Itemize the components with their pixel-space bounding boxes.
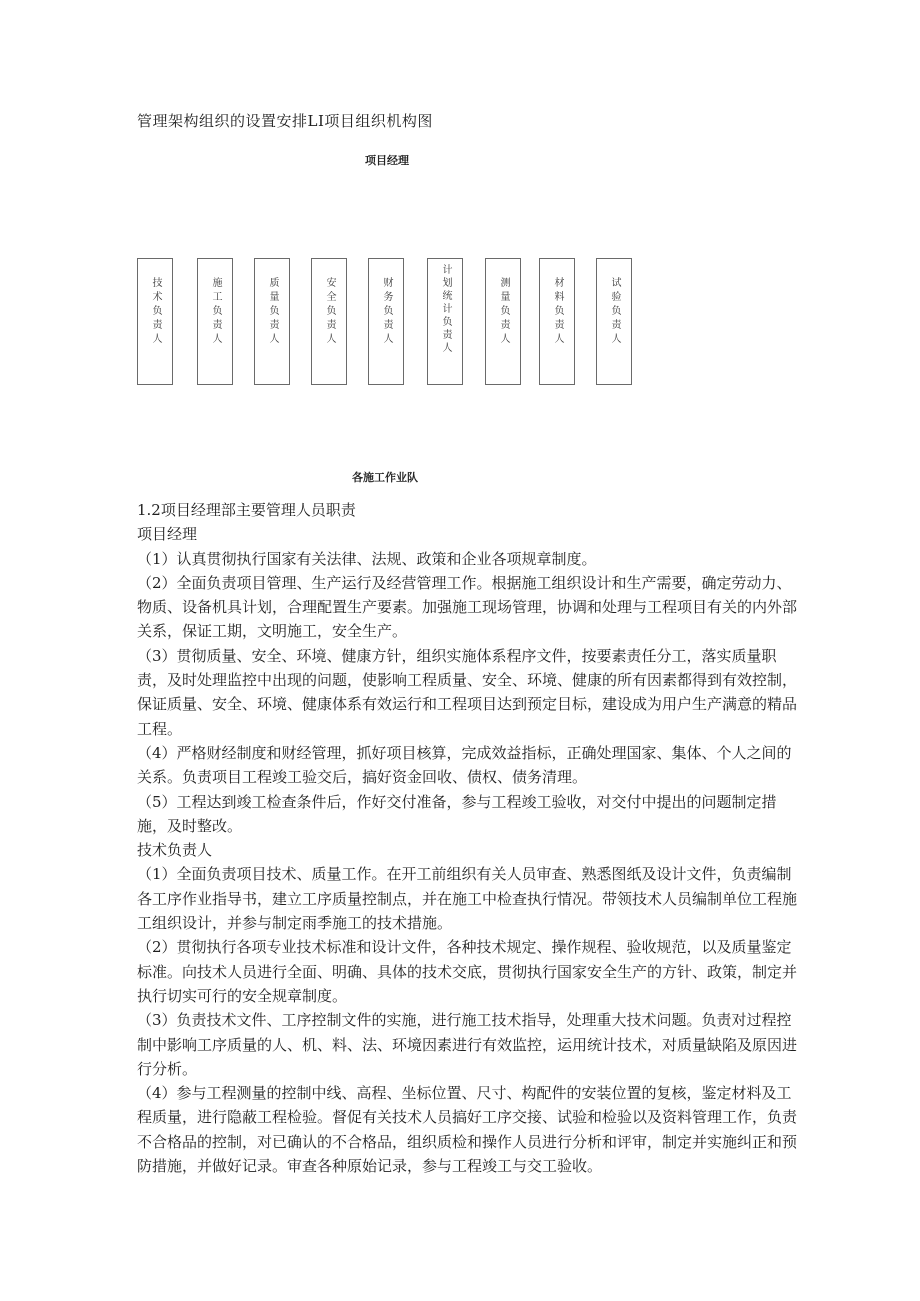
org-box-technical bbox=[137, 258, 173, 385]
org-box-safety bbox=[311, 258, 347, 385]
paragraph: （5）工程达到竣工检查条件后，作好交付准备，参与工程竣工验收，对交付中提出的问题制定措施，及时整改。 bbox=[137, 792, 777, 835]
org-bottom-work-teams: 各施工作业队 bbox=[352, 471, 418, 484]
intro-line: 管理架构组织的设置安排LI项目组织机构图 bbox=[137, 112, 433, 130]
document-body bbox=[137, 498, 797, 1178]
paragraph: （1）认真贯彻执行国家有关法律、法规、政策和企业各项规章制度。 bbox=[137, 549, 597, 568]
org-role-label: 试验负责人 bbox=[609, 277, 620, 347]
org-role-label: 安全负责人 bbox=[324, 277, 335, 347]
paragraph: （1）全面负责项目技术、质量工作。在开工前组织有关人员审查、熟悉图纸及设计文件，负责编制各工序作业指导书，建立工序质量控制点，并在施工中检查执行情况。带领技术人员编制单位工程施工组织设计，并参与制定雨季施工的技术措施。 bbox=[137, 865, 798, 933]
paragraph: （4）严格财经制度和财经管理，抓好项目核算，完成效益指标，正确处理国家、集体、个人之间的关系。负责项目工程竣工验交后，搞好资金回收、债权、债务清理。 bbox=[137, 743, 792, 787]
org-role-label: 技术负责人 bbox=[150, 277, 161, 347]
org-box-materials bbox=[539, 258, 575, 385]
org-role-label: 质量负责人 bbox=[267, 277, 278, 347]
section-heading: 1.2项目经理部主要管理人员职责 bbox=[137, 501, 356, 519]
subheading-technical-lead: 技术负责人 bbox=[137, 841, 213, 860]
org-role-label: 材料负责人 bbox=[552, 277, 563, 347]
org-box-quality bbox=[254, 258, 290, 385]
org-box-finance bbox=[368, 258, 404, 385]
org-box-survey bbox=[485, 258, 521, 385]
paragraph: （2）贯彻执行各项专业技术标准和设计文件，各种技术规定、操作规程、验收规范，以及质量鉴定标准。向技术人员进行全面、明确、具体的技术交底，贯彻执行国家安全生产的方针、政策，制定并执行切实可行的安全规章制度。 bbox=[137, 938, 798, 1005]
paragraph: （3）负责技术文件、工序控制文件的实施，进行施工技术指导，处理重大技术问题。负责对过程控制中影响工序质量的人、机、料、法、环境因素进行有效监控，运用统计技术，对质量缺陷及原因进行分析。 bbox=[137, 1011, 798, 1078]
org-box-testing bbox=[596, 258, 632, 385]
paragraph: （3）贯彻质量、安全、环境、健康方针，组织实施体系程序文件，按要素责任分工，落实质量职责，及时处理监控中出现的问题，使影响工程质量、安全、环境、健康的所有因素都得到有效控制，保证质量、安全、环境、健康体系有效运行和工程项目达到预定目标，建设成为用户生产满意的精品工程。 bbox=[137, 646, 798, 738]
org-box-construction bbox=[197, 258, 233, 385]
org-role-label: 测量负责人 bbox=[498, 277, 509, 347]
org-box-planning-statistics bbox=[427, 258, 463, 385]
org-role-label: 财务负责人 bbox=[381, 277, 392, 347]
org-role-label: 施工负责人 bbox=[210, 277, 221, 347]
paragraph: （4）参与工程测量的控制中线、高程、坐标位置、尺寸、构配件的安装位置的复核，鉴定材料及工程质量，进行隐蔽工程检验。督促有关技术人员搞好工序交接、试验和检验以及资料管理工作，负责不合格品的控制，对已确认的不合格品，组织质检和操作人员进行分析和评审，制定并实施纠正和预防措施，并做好记录。审查各种原始记录，参与工程竣工与交工验收。 bbox=[137, 1084, 798, 1176]
org-top-project-manager: 项目经理 bbox=[365, 154, 409, 167]
org-role-label: 计划统计负责人 bbox=[440, 264, 451, 355]
paragraph: （2）全面负责项目管理、生产运行及经营管理工作。根据施工组织设计和生产需要，确定劳动力、物质、设备机具计划，合理配置生产要素。加强施工现场管理，协调和处理与工程项目有关的内外部关系，保证工期，文明施工，安全生产。 bbox=[137, 573, 798, 641]
subheading-project-manager: 项目经理 bbox=[137, 525, 198, 544]
